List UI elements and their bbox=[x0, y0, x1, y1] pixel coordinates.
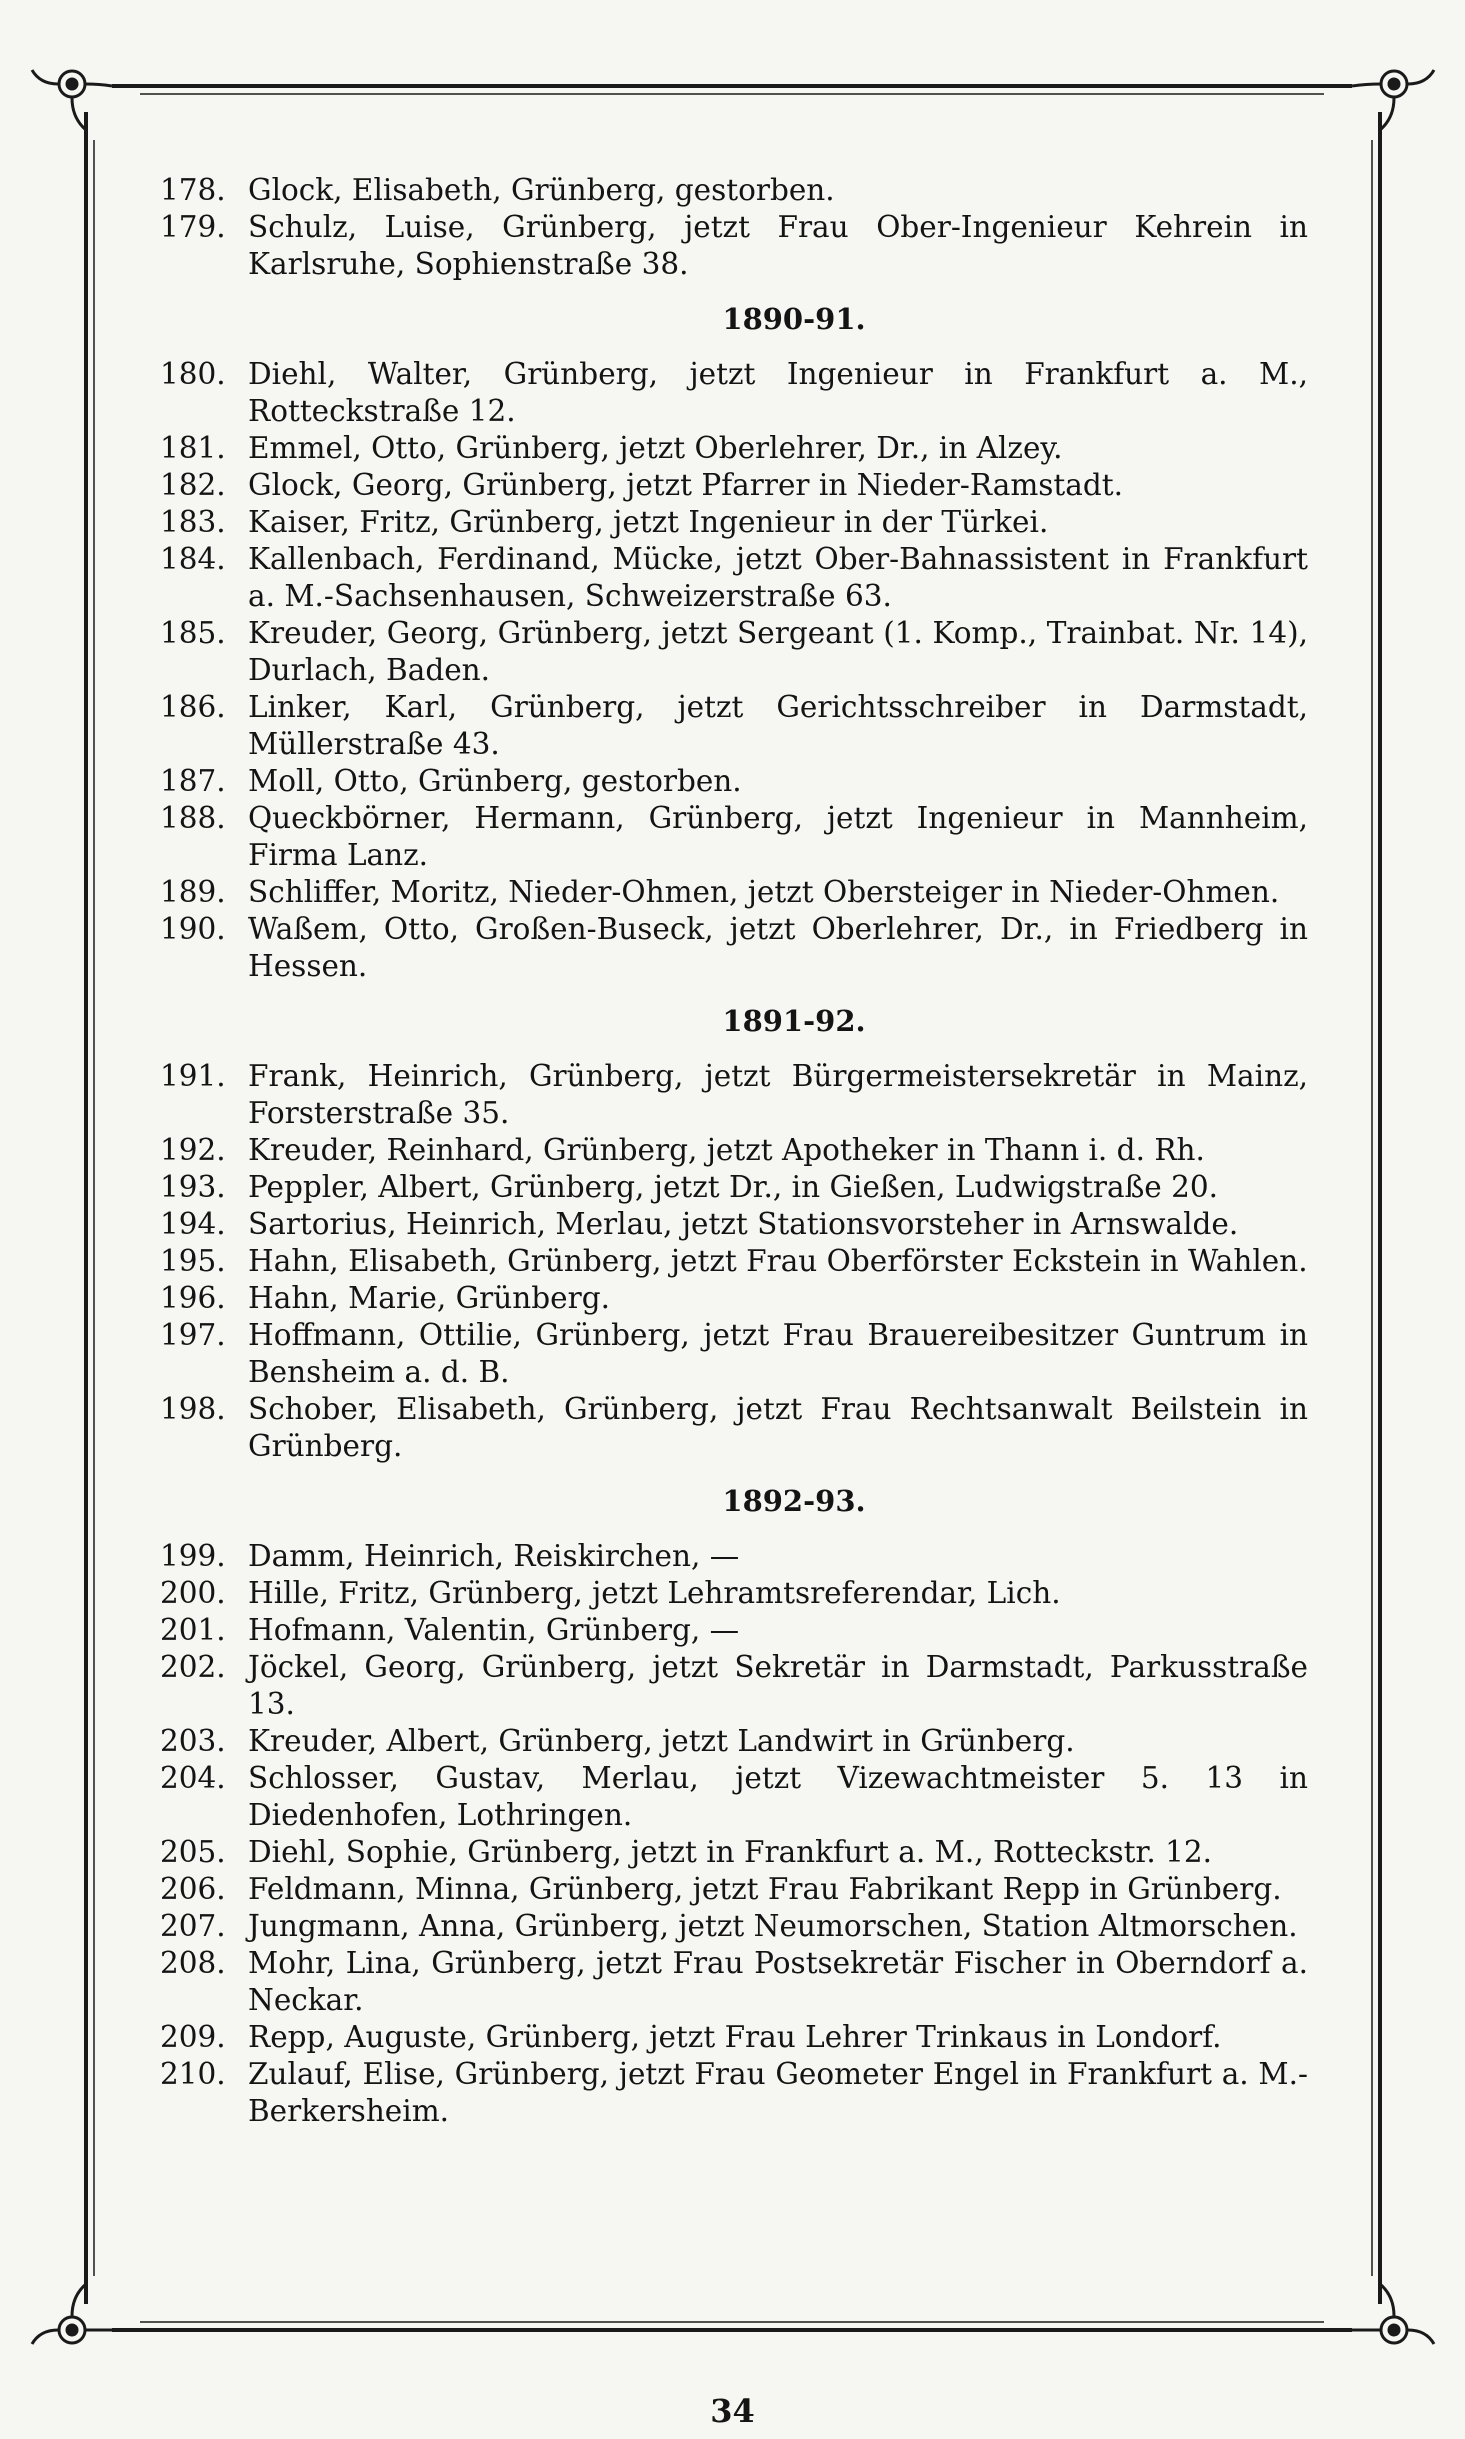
entry-number: 205. bbox=[160, 1835, 226, 1869]
list-item bbox=[160, 689, 1308, 763]
entry-number: 204. bbox=[160, 1761, 226, 1795]
corner-ornament-bottom-left bbox=[32, 2284, 112, 2344]
list-item bbox=[160, 1760, 1308, 1834]
list-item bbox=[160, 1871, 1308, 1908]
list-item bbox=[160, 1058, 1308, 1132]
entry-text: Peppler, Albert, Grünberg, jetzt Dr., in Gießen, Ludwigstraße 20. bbox=[248, 1170, 1219, 1204]
entry-number: 206. bbox=[160, 1872, 226, 1906]
entry-text: Kreuder, Georg, Grünberg, jetzt Sergeant (1. Komp., Trainbat. Nr. 14), Durlach, Baden. bbox=[248, 616, 1308, 687]
entry-number: 186. bbox=[160, 690, 226, 724]
entry-text: Queckbörner, Hermann, Grünberg, jetzt Ingenieur in Mannheim, Firma Lanz. bbox=[248, 801, 1308, 872]
entry-text: Damm, Heinrich, Reiskirchen, — bbox=[248, 1539, 740, 1573]
entry-number: 198. bbox=[160, 1392, 226, 1426]
list-item bbox=[160, 1132, 1308, 1169]
entry-number: 210. bbox=[160, 2057, 226, 2091]
entry-text: Mohr, Lina, Grünberg, jetzt Frau Postsekretär Fischer in Oberndorf a. Neckar. bbox=[248, 1946, 1308, 2017]
section-heading: 1892-93. bbox=[722, 1484, 866, 1518]
list-item bbox=[160, 874, 1308, 911]
list-item bbox=[160, 1723, 1308, 1760]
list-item bbox=[160, 1280, 1308, 1317]
list-item bbox=[160, 800, 1308, 874]
entry-text: Kreuder, Reinhard, Grünberg, jetzt Apotheker in Thann i. d. Rh. bbox=[248, 1133, 1205, 1167]
entry-number: 190. bbox=[160, 912, 226, 946]
list-item bbox=[160, 356, 1308, 430]
entry-text: Frank, Heinrich, Grünberg, jetzt Bürgermeistersekretär in Mainz, Forsterstraße 35. bbox=[248, 1059, 1308, 1130]
list-item bbox=[160, 1908, 1308, 1945]
entry-text: Kaiser, Fritz, Grünberg, jetzt Ingenieur in der Türkei. bbox=[248, 505, 1049, 539]
corner-ornament-top-left bbox=[32, 70, 112, 130]
list-item bbox=[160, 911, 1308, 985]
entry-number: 183. bbox=[160, 505, 226, 539]
entry-list bbox=[160, 172, 1308, 2130]
entry-text: Hofmann, Valentin, Grünberg, — bbox=[248, 1613, 740, 1647]
list-item bbox=[160, 467, 1308, 504]
list-item bbox=[160, 1391, 1308, 1465]
entry-number: 207. bbox=[160, 1909, 226, 1943]
entry-text: Glock, Georg, Grünberg, jetzt Pfarrer in Nieder-Ramstadt. bbox=[248, 468, 1123, 502]
entry-text: Diehl, Walter, Grünberg, jetzt Ingenieur in Frankfurt a. M., Rotteckstraße 12. bbox=[248, 357, 1308, 428]
entry-number: 200. bbox=[160, 1576, 226, 1610]
section-1892-93 bbox=[160, 1483, 1308, 2130]
entry-number: 180. bbox=[160, 357, 226, 391]
list-item bbox=[160, 1834, 1308, 1871]
entry-text: Zulauf, Elise, Grünberg, jetzt Frau Geometer Engel in Frankfurt a. M.-Berkersheim. bbox=[248, 2057, 1308, 2128]
entry-number: 197. bbox=[160, 1318, 226, 1352]
entry-text: Hahn, Marie, Grünberg. bbox=[248, 1281, 610, 1315]
entry-text: Hahn, Elisabeth, Grünberg, jetzt Frau Oberförster Eckstein in Wahlen. bbox=[248, 1244, 1308, 1278]
list-item bbox=[160, 430, 1308, 467]
corner-ornament-bottom-right bbox=[1352, 2284, 1434, 2344]
entry-text: Waßem, Otto, Großen-Buseck, jetzt Oberlehrer, Dr., in Friedberg in Hessen. bbox=[248, 912, 1308, 983]
entry-number: 192. bbox=[160, 1133, 226, 1167]
list-item bbox=[160, 209, 1308, 283]
entry-number: 199. bbox=[160, 1539, 226, 1573]
entry-number: 208. bbox=[160, 1946, 226, 1980]
entry-number: 178. bbox=[160, 173, 226, 207]
entry-number: 181. bbox=[160, 431, 226, 465]
entry-text: Jöckel, Georg, Grünberg, jetzt Sekretär in Darmstadt, Parkusstraße 13. bbox=[248, 1650, 1308, 1721]
entry-text: Emmel, Otto, Grünberg, jetzt Oberlehrer, Dr., in Alzey. bbox=[248, 431, 1063, 465]
list-item bbox=[160, 1538, 1308, 1575]
entry-number: 209. bbox=[160, 2020, 226, 2054]
entry-number: 195. bbox=[160, 1244, 226, 1278]
list-item bbox=[160, 1612, 1308, 1649]
entry-number: 189. bbox=[160, 875, 226, 909]
entry-number: 202. bbox=[160, 1650, 226, 1684]
section-heading: 1890-91. bbox=[722, 302, 866, 336]
entry-number: 185. bbox=[160, 616, 226, 650]
entry-number: 194. bbox=[160, 1207, 226, 1241]
section-heading: 1891-92. bbox=[722, 1004, 866, 1038]
corner-ornament-top-right bbox=[1352, 70, 1434, 130]
list-item bbox=[160, 1317, 1308, 1391]
list-item bbox=[160, 504, 1308, 541]
entry-text: Schliffer, Moritz, Nieder-Ohmen, jetzt Obersteiger in Nieder-Ohmen. bbox=[248, 875, 1280, 909]
list-item bbox=[160, 1243, 1308, 1280]
entry-text: Schlosser, Gustav, Merlau, jetzt Vizewachtmeister 5. 13 in Diedenhofen, Lothringen. bbox=[248, 1761, 1308, 1832]
entry-number: 191. bbox=[160, 1059, 226, 1093]
entry-text: Glock, Elisabeth, Grünberg, gestorben. bbox=[248, 173, 835, 207]
section-continued bbox=[160, 172, 1308, 283]
entry-text: Hoffmann, Ottilie, Grünberg, jetzt Frau Brauereibesitzer Guntrum in Bensheim a. d. B. bbox=[248, 1318, 1308, 1389]
entry-text: Linker, Karl, Grünberg, jetzt Gerichtsschreiber in Darmstadt, Müllerstraße 43. bbox=[248, 690, 1308, 761]
list-item bbox=[160, 1206, 1308, 1243]
entry-number: 179. bbox=[160, 210, 226, 244]
entry-number: 193. bbox=[160, 1170, 226, 1204]
entry-text: Feldmann, Minna, Grünberg, jetzt Frau Fabrikant Repp in Grünberg. bbox=[248, 1872, 1282, 1906]
list-item bbox=[160, 1649, 1308, 1723]
entry-number: 188. bbox=[160, 801, 226, 835]
entry-text: Diehl, Sophie, Grünberg, jetzt in Frankfurt a. M., Rotteckstr. 12. bbox=[248, 1835, 1213, 1869]
entry-number: 184. bbox=[160, 542, 226, 576]
entry-text: Schulz, Luise, Grünberg, jetzt Frau Ober-Ingenieur Kehrein in Karlsruhe, Sophienstraße 38. bbox=[248, 210, 1308, 281]
list-item bbox=[160, 615, 1308, 689]
list-item bbox=[160, 763, 1308, 800]
list-item bbox=[160, 2056, 1308, 2130]
list-item bbox=[160, 1945, 1308, 2019]
entry-text: Hille, Fritz, Grünberg, jetzt Lehramtsreferendar, Lich. bbox=[248, 1576, 1061, 1610]
entry-text: Sartorius, Heinrich, Merlau, jetzt Stationsvorsteher in Arnswalde. bbox=[248, 1207, 1239, 1241]
list-item bbox=[160, 2019, 1308, 2056]
entry-text: Kallenbach, Ferdinand, Mücke, jetzt Ober-Bahnassistent in Frankfurt a. M.-Sachsenhausen, Schweizerstraße 63. bbox=[248, 542, 1308, 613]
list-item bbox=[160, 1169, 1308, 1206]
page-number: 34 bbox=[710, 2392, 755, 2430]
entry-number: 196. bbox=[160, 1281, 226, 1315]
entry-text: Moll, Otto, Grünberg, gestorben. bbox=[248, 764, 742, 798]
list-item bbox=[160, 541, 1308, 615]
entry-number: 201. bbox=[160, 1613, 226, 1647]
entry-text: Repp, Auguste, Grünberg, jetzt Frau Lehrer Trinkaus in Londorf. bbox=[248, 2020, 1222, 2054]
section-1891-92 bbox=[160, 1003, 1308, 1465]
list-item bbox=[160, 1575, 1308, 1612]
entry-text: Kreuder, Albert, Grünberg, jetzt Landwirt in Grünberg. bbox=[248, 1724, 1075, 1758]
section-1890-91 bbox=[160, 301, 1308, 985]
list-item bbox=[160, 172, 1308, 209]
entry-number: 203. bbox=[160, 1724, 226, 1758]
entry-number: 187. bbox=[160, 764, 226, 798]
entry-text: Schober, Elisabeth, Grünberg, jetzt Frau Rechtsanwalt Beilstein in Grünberg. bbox=[248, 1392, 1308, 1463]
entry-number: 182. bbox=[160, 468, 226, 502]
entry-text: Jungmann, Anna, Grünberg, jetzt Neumorschen, Station Altmorschen. bbox=[248, 1909, 1298, 1943]
